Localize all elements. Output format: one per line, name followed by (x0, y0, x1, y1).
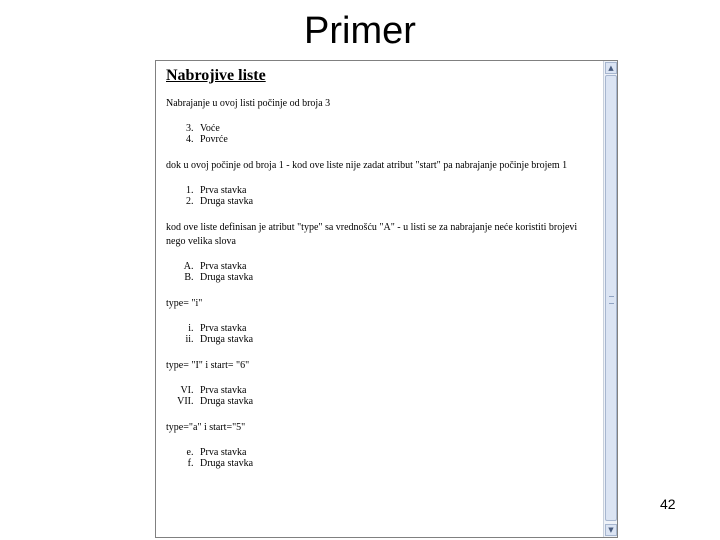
ordered-list (166, 385, 594, 407)
ordered-list (166, 323, 594, 345)
list-item: 4. Povrće (196, 134, 594, 145)
section-text: Nabrajanje u ovoj listi počinje od broja 3 (166, 98, 331, 109)
ordered-list (166, 123, 594, 145)
browser-window (155, 60, 618, 538)
page-heading: Nabrojive liste (166, 67, 266, 84)
grip-icon (609, 296, 614, 304)
list-item: 3. Voće (196, 123, 594, 134)
list-item: VII. Druga stavka (196, 396, 594, 407)
vertical-scrollbar[interactable] (603, 61, 617, 537)
list-item: e. Prva stavka (196, 447, 594, 458)
slide-title: Primer (304, 10, 416, 52)
scrollbar-thumb[interactable] (605, 75, 617, 521)
list-item: B. Druga stavka (196, 272, 594, 283)
page-content (158, 63, 602, 535)
arrow-down-icon[interactable]: ▼ (605, 524, 617, 536)
list-item: VI. Prva stavka (196, 385, 594, 396)
list-item: ii. Druga stavka (196, 334, 594, 345)
ordered-list (166, 185, 594, 207)
section-text: type="a" i start="5" (166, 422, 246, 433)
section-text: kod ove liste definisan je atribut "type" sa vrednošću "A" - u listi se za nabrajanje neće koristiti brojevi nego velika slova (166, 222, 578, 247)
section-text: dok u ovoj počinje od broja 1 - kod ove liste nije zadat atribut "start" pa nabrajanje počinje brojem 1 (166, 160, 568, 171)
list-item: i. Prva stavka (196, 323, 594, 334)
list-item: 2. Druga stavka (196, 196, 594, 207)
arrow-up-icon[interactable]: ▲ (605, 62, 617, 74)
list-item: 1. Prva stavka (196, 185, 594, 196)
list-item: f. Druga stavka (196, 458, 594, 469)
list-item: A. Prva stavka (196, 261, 594, 272)
ordered-list (166, 447, 594, 469)
ordered-list (166, 261, 594, 283)
section-text: type= "i" (166, 298, 203, 309)
slide-number: 42 (660, 496, 676, 512)
section-text: type= "I" i start= "6" (166, 360, 250, 371)
